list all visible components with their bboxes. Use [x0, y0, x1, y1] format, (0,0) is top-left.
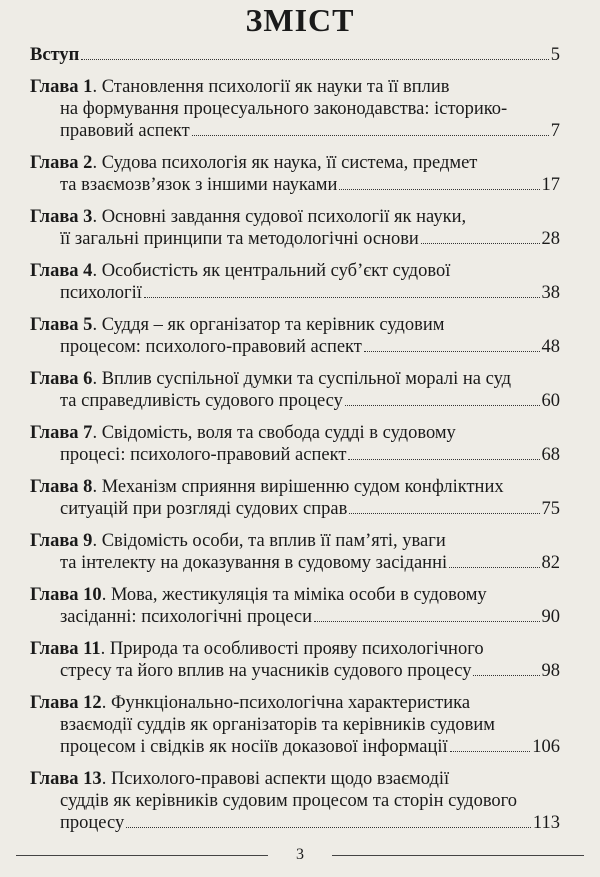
toc-entry-text: взаємодії суддів як організаторів та керівників судовим [60, 715, 496, 735]
dot-leader [450, 751, 531, 752]
chapter-label: Глава 2 [30, 153, 93, 173]
toc-entry-chapter-1[interactable] [30, 76, 560, 142]
toc-entry-text: . Становлення психології як науки та її вплив [92, 77, 450, 97]
toc-entry-chapter-2[interactable] [30, 152, 560, 196]
toc-entry-text: її загальні принципи та методологічні основи [60, 229, 419, 249]
toc-entry-label: Вступ [30, 45, 80, 65]
toc-entry-text: . Функціонально-психологічна характеристика [101, 693, 471, 713]
chapter-label: Глава 10 [30, 585, 102, 605]
toc-entry-text: та справедливість судового процесу [60, 391, 343, 411]
dot-leader [314, 621, 539, 622]
dot-leader [81, 59, 548, 60]
footer-rule-left [16, 855, 268, 856]
toc-entry-text: . Мова, жестикуляція та міміка особи в судовому [101, 585, 487, 605]
toc-entry-text: та інтелекту на доказування в судовому засіданні [60, 553, 448, 573]
dot-leader [192, 135, 549, 136]
chapter-label: Глава 8 [30, 477, 93, 497]
toc-entry-intro[interactable] [30, 44, 560, 66]
toc-entry-chapter-5[interactable] [30, 314, 560, 358]
toc-entry-text: процесу [60, 813, 125, 833]
toc-entry-chapter-7[interactable] [30, 422, 560, 466]
toc-page-number: 75 [541, 499, 560, 519]
toc-entry-text: . Суддя – як організатор та керівник судовим [92, 315, 445, 335]
toc-entry-chapter-12[interactable] [30, 692, 560, 758]
toc-entry-chapter-9[interactable] [30, 530, 560, 574]
toc-entry-text: процесі: психолого-правовий аспект [60, 445, 347, 465]
toc-entry-text: . Судова психологія як наука, її система, предмет [92, 153, 478, 173]
page-footer [16, 846, 584, 864]
toc-entry-text: стресу та його вплив на учасників судового процесу [60, 661, 472, 681]
toc-page-number: 113 [532, 813, 560, 833]
toc-page-number: 98 [541, 661, 560, 681]
toc-entry-text: на формування процесуального законодавства: історико- [60, 99, 508, 119]
toc-entry-chapter-4[interactable] [30, 260, 560, 304]
toc-entry-text: . Механізм сприяння вирішенню судом конфліктних [92, 477, 504, 497]
toc-entry-text: . Природа та особливості прояву психологічного [100, 639, 484, 659]
toc-entry-chapter-11[interactable] [30, 638, 560, 682]
toc-page-number: 7 [550, 121, 560, 141]
toc-entry-chapter-6[interactable] [30, 368, 560, 412]
toc-entry-text: ситуацій при розгляді судових справ [60, 499, 348, 519]
toc-page-number: 28 [541, 229, 560, 249]
dot-leader [449, 567, 539, 568]
dot-leader [473, 675, 539, 676]
toc-entry-text: . Вплив суспільної думки та суспільної моралі на суд [92, 369, 512, 389]
toc-page-number: 48 [541, 337, 560, 357]
dot-leader [349, 513, 539, 514]
dot-leader [421, 243, 540, 244]
chapter-label: Глава 5 [30, 315, 93, 335]
chapter-label: Глава 9 [30, 531, 93, 551]
toc-entry-text: психології [60, 283, 142, 303]
toc-entry-text: суддів як керівників судовим процесом та сторін судового [60, 791, 518, 811]
toc-entry-chapter-3[interactable] [30, 206, 560, 250]
page-number: 3 [296, 846, 304, 863]
dot-leader [144, 297, 540, 298]
toc-page-number: 90 [541, 607, 560, 627]
toc-entry-chapter-13[interactable] [30, 768, 560, 834]
toc-page-number: 106 [532, 737, 560, 757]
toc-entry-text: процесом: психолого-правовий аспект [60, 337, 362, 357]
dot-leader [126, 827, 531, 828]
table-of-contents [30, 44, 560, 844]
toc-page-number: 60 [541, 391, 560, 411]
toc-entry-chapter-8[interactable] [30, 476, 560, 520]
chapter-label: Глава 4 [30, 261, 93, 281]
chapter-label: Глава 6 [30, 369, 93, 389]
toc-entry-text: . Основні завдання судової психології як науки, [92, 207, 467, 227]
toc-entry-text: засіданні: психологічні процеси [60, 607, 313, 627]
toc-page-number: 17 [541, 175, 560, 195]
toc-page-number: 82 [541, 553, 560, 573]
toc-entry-text: . Свідомість, воля та свобода судді в судовому [92, 423, 456, 443]
chapter-label: Глава 7 [30, 423, 93, 443]
dot-leader [348, 459, 539, 460]
chapter-label: Глава 11 [30, 639, 101, 659]
dot-leader [339, 189, 539, 190]
dot-leader [345, 405, 540, 406]
toc-page-number: 38 [541, 283, 560, 303]
toc-entry-chapter-10[interactable] [30, 584, 560, 628]
toc-entry-text: та взаємозв’язок з іншими науками [60, 175, 338, 195]
page-title: ЗМІСТ [245, 2, 355, 38]
toc-page-number: 5 [550, 45, 560, 65]
chapter-label: Глава 3 [30, 207, 93, 227]
dot-leader [364, 351, 540, 352]
chapter-label: Глава 13 [30, 769, 102, 789]
toc-entry-text: . Особистість як центральний суб’єкт судової [92, 261, 451, 281]
toc-entry-text: правовий аспект [60, 121, 190, 141]
toc-entry-text: . Психолого-правові аспекти щодо взаємодії [101, 769, 450, 789]
chapter-label: Глава 12 [30, 693, 102, 713]
chapter-label: Глава 1 [30, 77, 93, 97]
footer-rule-right [332, 855, 584, 856]
toc-entry-text: процесом і свідків як носіїв доказової інформації [60, 737, 448, 757]
toc-entry-text: . Свідомість особи, та вплив її пам’яті, уваги [92, 531, 446, 551]
toc-page-number: 68 [541, 445, 560, 465]
